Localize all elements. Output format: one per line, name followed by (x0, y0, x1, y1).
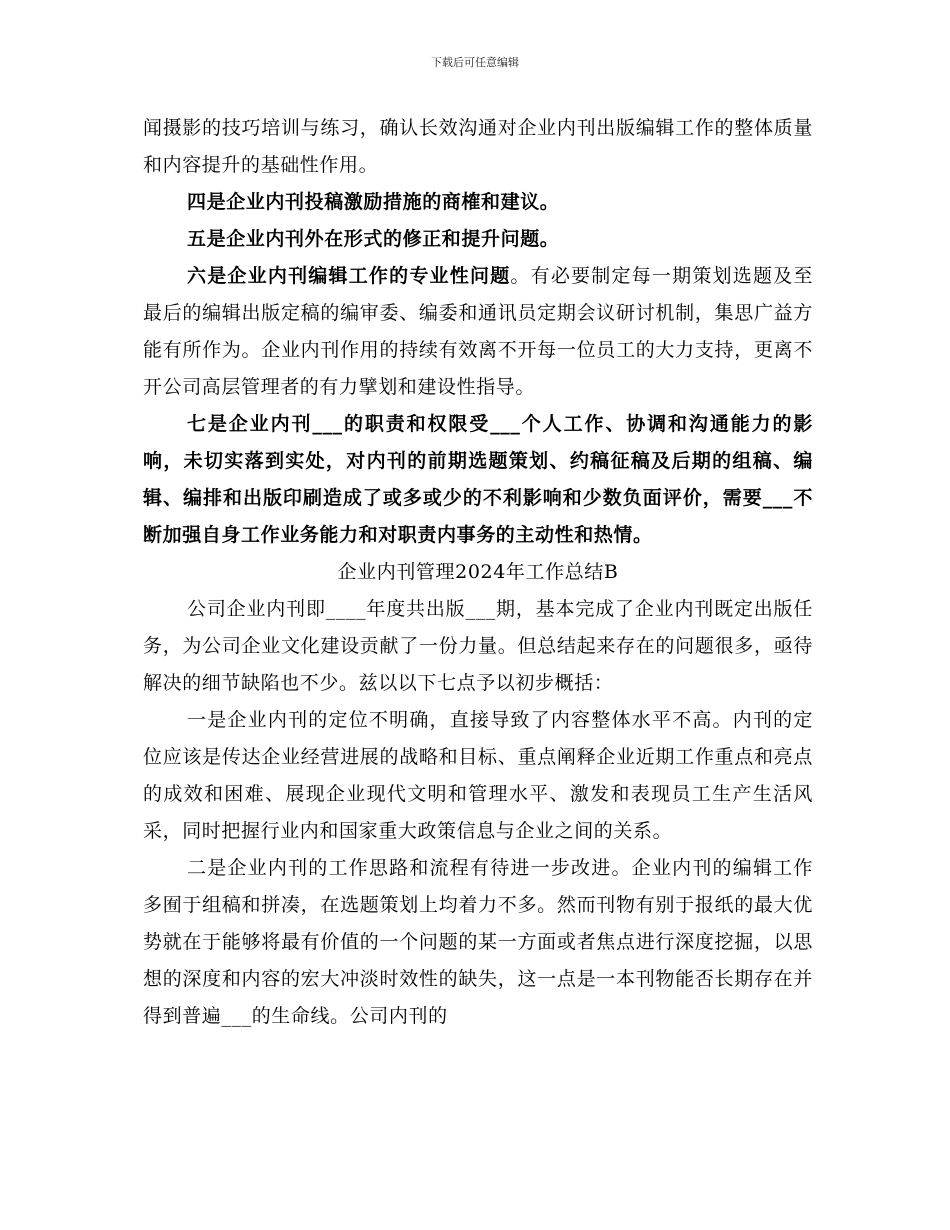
paragraph-point-six (143, 258, 813, 406)
paragraph-point-five: 五是企业内刊外在形式的修正和提升问题。 (187, 228, 560, 250)
point-six-body: 。有必要制定每一期策划选题及至最后的编辑出版定稿的编审委、编委和通讯员定期会议研讨机制，集思广益方能有所作为。企业内刊作用的持续有效离不开每一位员工的大力支持，更离不开公司高层管理者的有力擘划和建设性指导。 (143, 265, 813, 398)
paragraph-continuation: 闻摄影的技巧培训与练习，确认长效沟通对企业内刊出版编辑工作的整体质量和内容提升的基础性作用。 (143, 117, 813, 176)
paragraph-point-two: 二是企业内刊的工作思路和流程有待进一步改进。企业内刊的编辑工作多囿于组稿和拼凑，在选题策划上均着力不多。然而刊物有别于报纸的最大优势就在于能够将最有价值的一个问题的某一方面或者焦点进行深度挖掘，以思想的深度和内容的宏大冲淡时效性的缺失，这一点是一本刊物能否长期存在并得到普遍___的生命线。公司内刊的 (143, 857, 813, 1027)
document-body (143, 110, 813, 1035)
paragraph-point-one: 一是企业内刊的定位不明确，直接导致了内容整体水平不高。内刊的定位应该是传达企业经营进展的战略和目标、重点阐释企业近期工作重点和亮点的成效和困难、展现企业现代文明和管理水平、激发和表现员工生产生活风采，同时把握行业内和国家重大政策信息与企业之间的关系。 (143, 709, 813, 842)
point-six-heading: 六是企业内刊编辑工作的专业性问题 (187, 265, 511, 287)
section-title: 企业内刊管理2024年工作总结B (337, 561, 619, 583)
paragraph-point-four: 四是企业内刊投稿激励措施的商榷和建议。 (187, 191, 560, 213)
page-header: 下载后可任意编辑 (431, 56, 519, 69)
paragraph-intro: 公司企业内刊即____年度共出版___期，基本完成了企业内刊既定出版任务，为公司企业文化建设贡献了一份力量。但总结起来存在的问题很多，亟待解决的细节缺陷也不少。兹以以下七点予以初步概括： (143, 598, 813, 694)
paragraph-point-seven: 七是企业内刊___的职责和权限受___个人工作、协调和沟通能力的影响，未切实落到实处，对内刊的前期选题策划、约稿征稿及后期的组稿、编辑、编排和出版印刷造成了或多或少的不利影响和少数负面评价，需要___不断加强自身工作业务能力和对职责内事务的主动性和热情。 (143, 413, 813, 546)
